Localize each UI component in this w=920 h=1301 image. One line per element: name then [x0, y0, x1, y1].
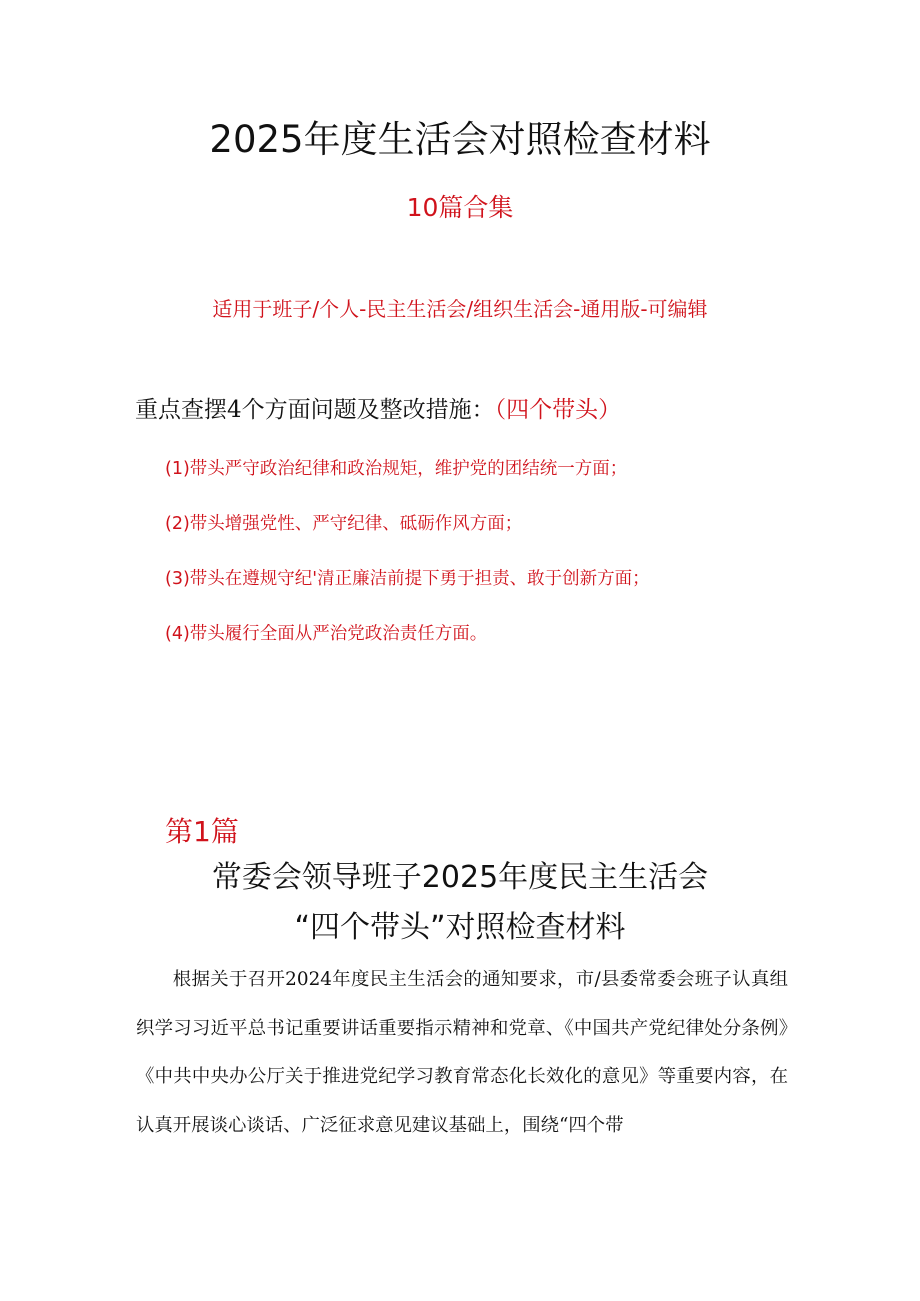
- issue-item-1: (1)带头严守政治纪律和政治规矩，维护党的团结统一方面；: [165, 459, 628, 479]
- chapter-label: 第1篇: [165, 815, 239, 848]
- focus-heading-accent: （四个带头）: [494, 397, 622, 423]
- issue-item-2: (2)带头增强党性、严守纪律、砥砺作风方面；: [165, 514, 523, 534]
- scope-line: 适用于班子/个人-民主生活会/组织生活会-通用版-可编辑: [212, 297, 708, 321]
- document-subtitle: 10篇合集: [406, 193, 514, 222]
- document-title: 2025年度生活会对照检查材料: [209, 118, 711, 161]
- issue-item-3: (3)带头在遵规守纪'清正廉洁前提下勇于担责、敢于创新方面；: [165, 569, 650, 589]
- chapter-title-line-2: “四个带头”对照检查材料: [294, 910, 626, 945]
- focus-heading-text: 重点查摆4个方面问题及整改措施：: [135, 397, 495, 423]
- issue-item-4: (4)带头履行全面从严治党政治责任方面。: [165, 624, 488, 644]
- chapter-title-line-1: 常委会领导班子2025年度民主生活会: [211, 860, 709, 895]
- focus-heading: [135, 390, 621, 430]
- chapter-body-paragraph: 根据关于召开2024年度民主生活会的通知要求，市/县委常委会班子认真组织学习习近平总书记重要讲话重要指示精神和党章、《中国共产党纪律处分条例》《中共中央办公厅关于推进党纪学习教育常态化长效化的意见》等重要内容，在认真开展谈心谈话、广泛征求意见建议基础上，围绕“四个带: [136, 969, 788, 1136]
